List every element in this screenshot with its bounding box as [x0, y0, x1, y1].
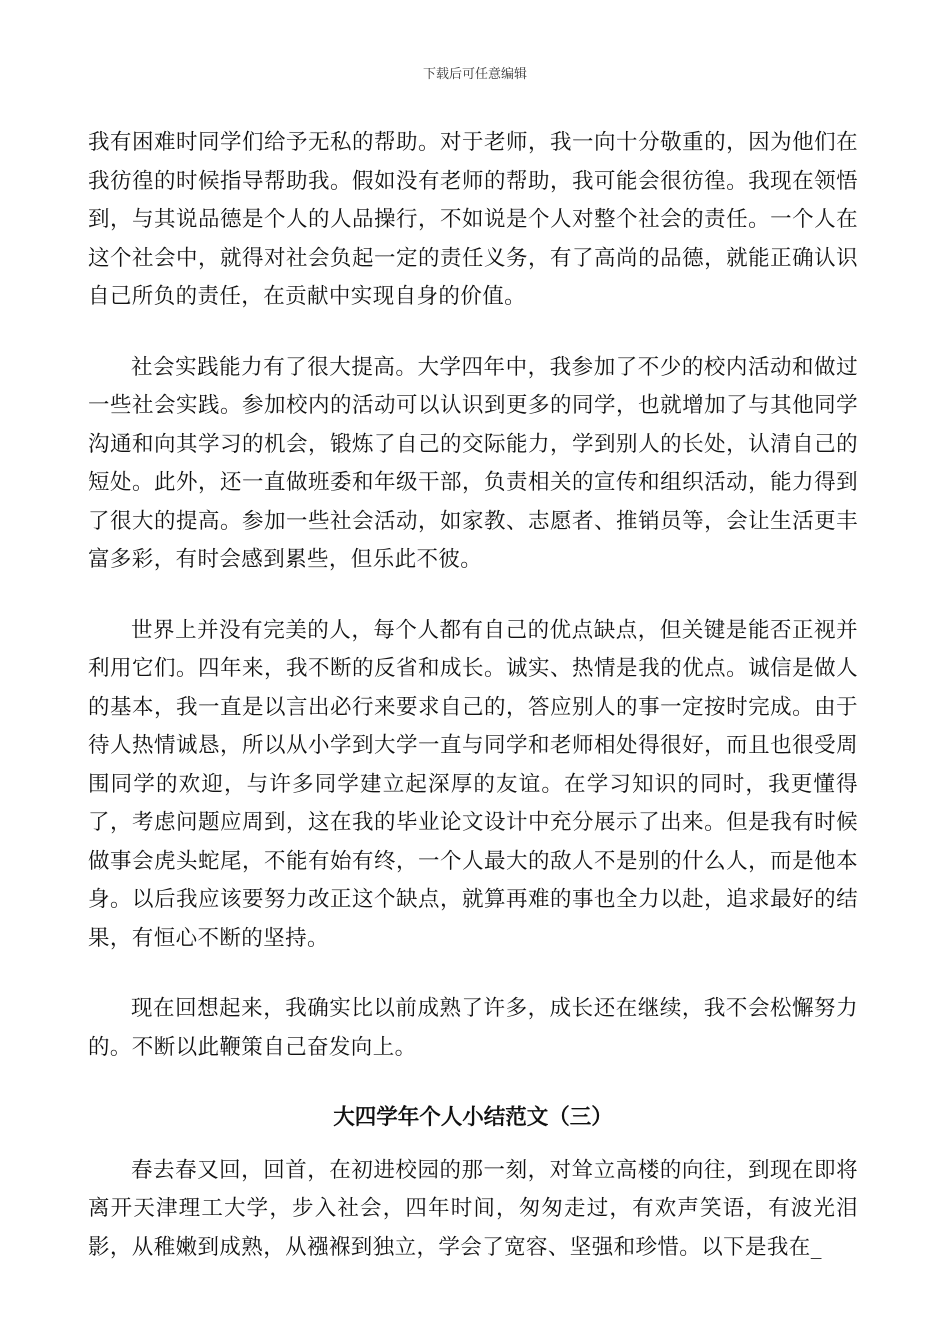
paragraph-self-reflection: 世界上并没有完美的人，每个人都有自己的优点缺点，但关键是能否正视并利用它们。四年来，我不断的反省和成长。诚实、热情是我的优点。诚信是做人的基本，我一直是以言出必行来要求自己的，答应别人的事一定按时完成。由于待人热情诚恳，所以从小学到大学一直与同学和老师相处得很好，而且也很受周围同学的欢迎，与许多同学建立起深厚的友谊。在学习知识的同时，我更懂得了，考虑问题应周到，这在我的毕业论文设计中充分展示了出来。但是我有时候做事会虎头蛇尾，不能有始有终，一个人最大的敌人不是别的什么人，而是他本身。以后我应该要努力改正这个缺点，就算再难的事也全力以赴，追求最好的结果，有恒心不断的坚持。 — [88, 617, 858, 951]
paragraph-continued: 我有困难时同学们给予无私的帮助。对于老师，我一向十分敬重的，因为他们在我彷徨的时候指导帮助我。假如没有老师的帮助，我可能会很彷徨。我现在领悟到，与其说品德是个人的人品操行，不如说是个人对整个社会的责任。一个人在这个社会中，就得对社会负起一定的责任义务，有了高尚的品德，就能正确认识自己所负的责任，在贡献中实现自身的价值。 — [88, 130, 858, 309]
paragraph-social-practice: 社会实践能力有了很大提高。大学四年中，我参加了不少的校内活动和做过一些社会实践。参加校内的活动可以认识到更多的同学，也就增加了与其他同学沟通和向其学习的机会，锻炼了自己的交际能力，学到别人的长处，认清自己的短处。此外，还一直做班委和年级干部，负责相关的宣传和组织活动，能力得到了很大的提高。参加一些社会活动，如家教、志愿者、推销员等，会让生活更丰富多彩，有时会感到累些，但乐此不彼。 — [88, 354, 858, 572]
paragraph-intro-three: 春去春又回，回首，在初进校园的那一刻，对耸立高楼的向往，到现在即将离开天津理工大学，步入社会，四年时间，匆匆走过，有欢声笑语，有波光泪影，从稚嫩到成熟，从襁褓到独立，学会了宽容、坚强和珍惜。以下是我在_ — [88, 1157, 858, 1260]
paragraph-conclusion: 现在回想起来，我确实比以前成熟了许多，成长还在继续，我不会松懈努力的。不断以此鞭策自己奋发向上。 — [88, 996, 858, 1060]
page-header: 下载后可任意编辑 — [422, 67, 527, 82]
section-title: 大四学年个人小结范文（三） — [333, 1105, 613, 1130]
document-body — [88, 124, 858, 1267]
